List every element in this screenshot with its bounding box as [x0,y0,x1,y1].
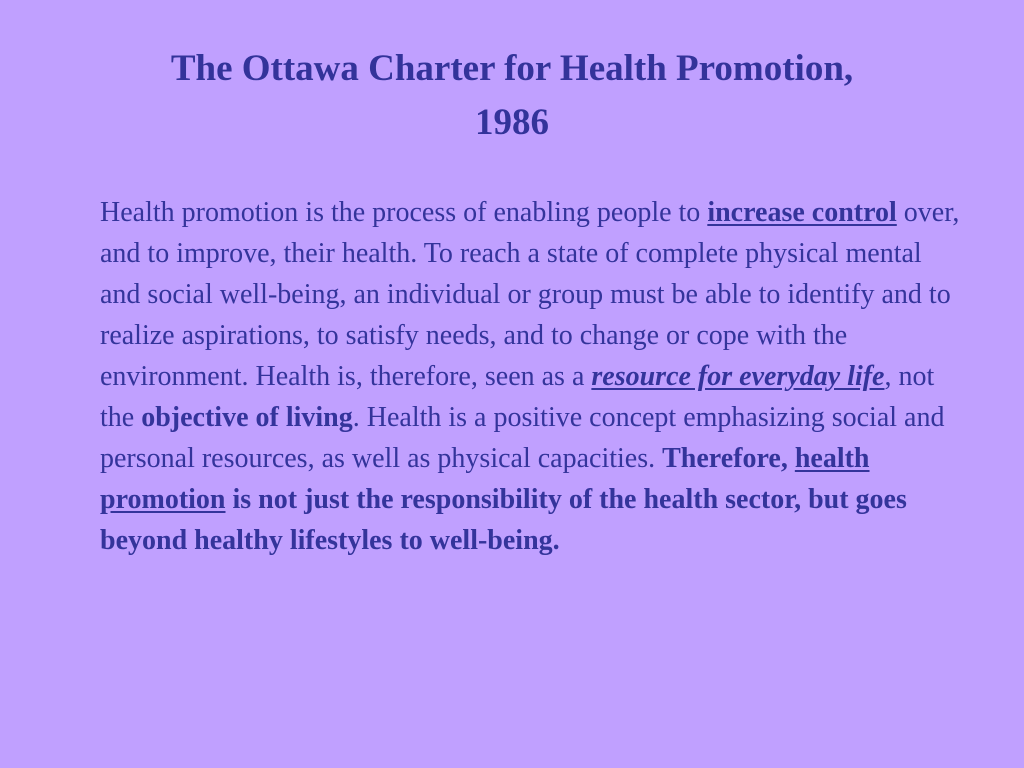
body-paragraph [100,192,960,561]
emphasis-objective-of-living: objective of living [141,402,353,433]
title-line-2: 1986 [475,102,549,143]
slide-title [60,42,964,150]
text-positive-concept: . Health is a positive concept emphasizing social and personal resources, as well as physical capacities. [100,402,945,474]
emphasis-increase-control: increase control [707,197,897,228]
text-wellbeing: over, and to improve, their health. To reach a state of complete physical mental and social well-being, an individual or group must be able to identify and to realize aspirations, to satisfy needs, and to change or cope with the environment. Health is, therefore, seen as a [100,197,960,392]
emphasis-conclusion: is not just the responsibility of the health sector, but goes beyond healthy lifestyles to well-being. [100,484,907,556]
emphasis-health-promotion: health promotion [100,443,870,515]
text-not-the: , not the [100,361,935,433]
title-line-1: The Ottawa Charter for Health Promotion, [170,48,854,89]
emphasis-therefore: Therefore, [662,443,795,474]
text-intro: Health promotion is the process of enabling people to [100,197,708,228]
emphasis-resource-for-everyday-life: resource for everyday life [591,361,885,392]
